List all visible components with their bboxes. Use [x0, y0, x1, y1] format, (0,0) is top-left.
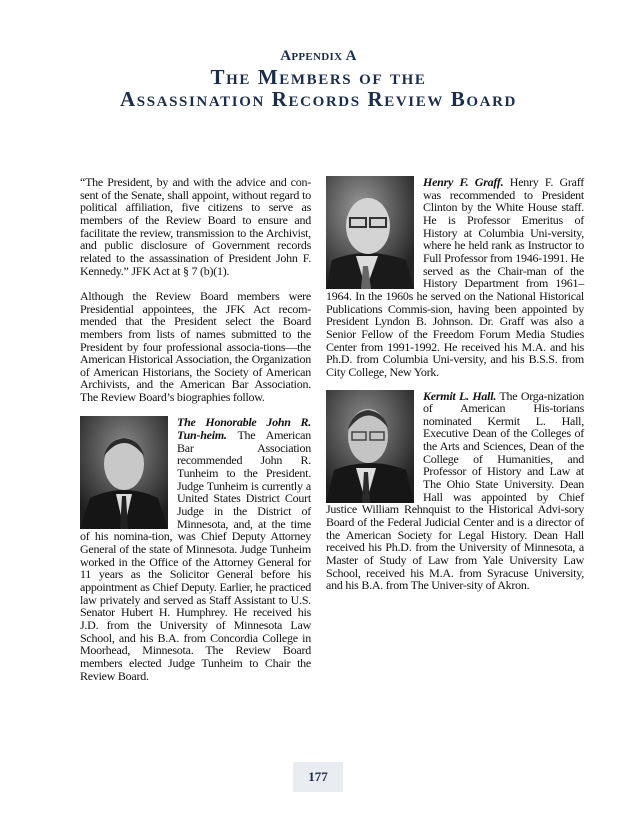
bio-hall — [326, 390, 584, 593]
intro-quote: “The President, by and with the advice and con-sent of the Senate, shall appoint, without regard to political affiliation, five citizens to serve as members of the Review Board to ensure and facilitate the review, transmission to the Archivist, and public disclosure of Government records related to the assassination of President John F. Kennedy.” JFK Act at § 7 (b)(1). — [80, 175, 311, 278]
page-number: 177 — [293, 762, 343, 792]
appendix-label: Appendix A — [280, 48, 357, 64]
intro-paragraph: Although the Review Board members were Presidential appointees, the JFK Act recom-mended that the President select the Board members from lists of names submitted to the President by four professional associa-tions—the American Historical Association, the Organization of American Historians, the Society of American Archivists, and the American Bar Association. The Review Board’s biographies follow. — [80, 288, 311, 405]
page-title-line2: Assassination Records Review Board — [120, 87, 517, 111]
page-header — [0, 46, 637, 110]
tunheim-photo — [80, 416, 168, 529]
bio-name: Henry F. Graff. — [423, 175, 504, 189]
bio-name: The Honorable John R. Tun-heim. — [177, 415, 311, 443]
hall-photo — [326, 390, 414, 503]
graff-photo — [326, 176, 414, 289]
bio-text: The Orga-nization of American His-torians nominated Kermit L. Hall, Executive Dean of the Colleges of the Arts and Sciences, Dean of the College of Humanities, and Professor of History and Law at The Ohio State University. Dean Hall was appointed by Chief Justice William Rehnquist to the Historical Advi-sory Board of the Federal Judicial Center and is a director of the American Society for Legal History. Dean Hall received his Ph.D. from the University of Minnesota, a Master of Study of Law from Yale University Law School, received his M.A. from Syracuse University, and his B.A. from The Univer-sity of Akron. — [326, 388, 584, 593]
bio-name: Kermit L. Hall. — [423, 388, 497, 403]
bio-tunheim — [80, 416, 311, 682]
bio-graff — [326, 176, 584, 379]
right-column — [326, 176, 584, 592]
page-title-line1: The Members of the — [210, 65, 427, 89]
left-column — [80, 176, 311, 682]
bio-text: Henry F. Graff was recommended to President Clinton by the White House staff. He is Professor Emeritus of History at Columbia Uni-versity, where he held rank as Instructor to Full Professor from 1946-1991. He served as the Chair-man of the History Department from 1961–1964. In the 1960s he served on the National Historical Publications Commis-sion, having been appointed by President Lyndon B. Johnson. Dr. Graff was also a Senior Fellow of the Freedom Forum Media Studies Center from 1991-1992. He received his M.A. and his Ph.D. from Columbia Uni-versity, and his B.S.S. from City College, New York. — [326, 175, 584, 379]
bio-text: The American Bar Association recommended John R. Tunheim to the President. Judge Tunheim is currently a United States District Court Judge in the District of Minnesota, and, at the time of his nomina-tion, was Chief Deputy Attorney General of the state of Minnesota. Judge Tunheim worked in the Office of the Attorney General for 11 years as the Solicitor General before his appointment as Chief Deputy. Earlier, he practiced law privately and served as Staff Assistant to U.S. Senator Hubert H. Humphrey. He received his J.D. from the University of Minnesota Law School, and his B.A. from Concordia College in Moorhead, Minnesota. The Review Board members elected Judge Tunheim to Chair the Review Board. — [80, 428, 311, 683]
